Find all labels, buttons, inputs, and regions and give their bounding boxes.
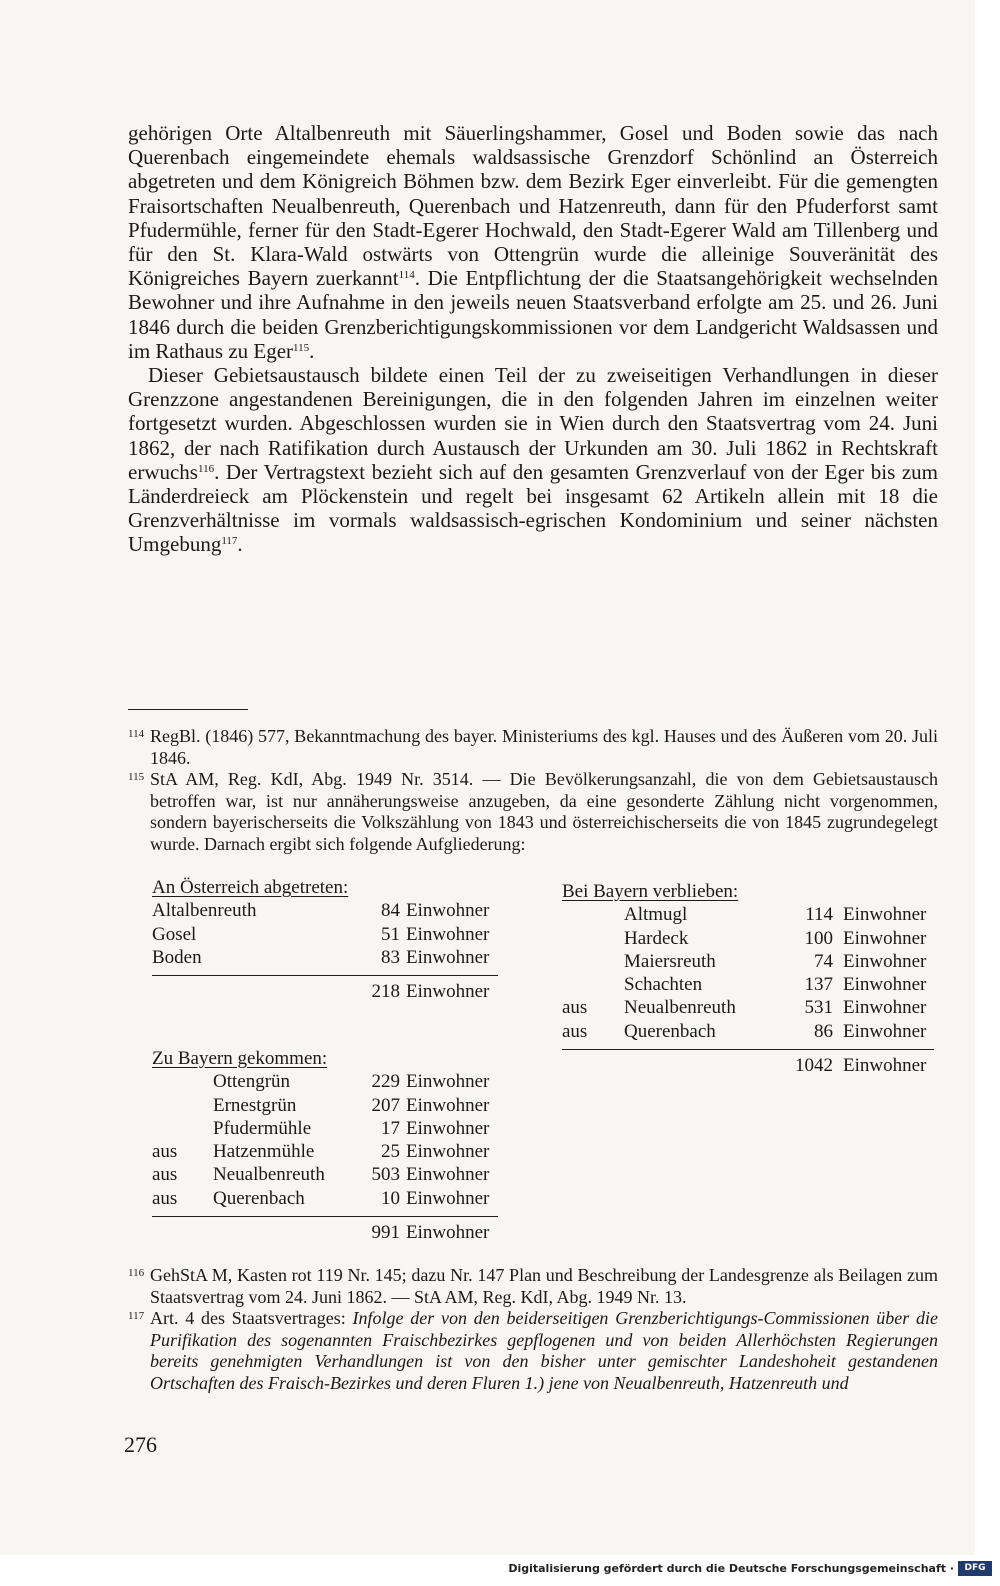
total-row bbox=[152, 1221, 502, 1244]
sum-rule bbox=[562, 1049, 934, 1050]
population-value: 10 bbox=[381, 1187, 400, 1209]
population-value: 84 bbox=[381, 900, 400, 922]
footnote-116 bbox=[128, 1265, 938, 1308]
place-name: Querenbach bbox=[624, 1020, 716, 1042]
table-bayern-gekommen bbox=[152, 1047, 502, 1244]
population-value: 114 bbox=[805, 904, 833, 926]
row-prefix: aus bbox=[152, 1187, 178, 1209]
paragraph-1 bbox=[128, 121, 938, 363]
unit-label: Einwohner bbox=[406, 1222, 490, 1244]
footnote-ref-114[interactable]: 114 bbox=[398, 269, 415, 282]
footnote-ref-115[interactable]: 115 bbox=[293, 341, 310, 354]
paragraph-2 bbox=[128, 363, 938, 557]
dfg-logo: DFG bbox=[958, 1561, 992, 1576]
table-row bbox=[152, 1117, 502, 1140]
population-value: 51 bbox=[381, 923, 400, 945]
unit-label: Einwohner bbox=[406, 1071, 490, 1093]
paragraph-text: . bbox=[237, 532, 243, 557]
table-row bbox=[152, 946, 502, 969]
unit-label: Einwohner bbox=[406, 923, 490, 945]
population-value: 137 bbox=[804, 974, 833, 996]
footnote-number: 117 bbox=[128, 1310, 145, 1322]
unit-label: Einwohner bbox=[406, 1117, 490, 1139]
paragraph-text: . bbox=[309, 338, 315, 363]
place-name: Pfudermühle bbox=[213, 1117, 312, 1139]
unit-label: Einwohner bbox=[406, 900, 490, 922]
footnote-quote: Infolge der von den beiderseitigen Grenzberichtigungs-Commissionen über die Purifikation des sogenannten Fraischbezirkes gepflogenen und von beiden Allerhöchsten Regierungen bereits genehmigten Verhandlungen ist von den bisher unter gemischter Landeshoheit gestandenen Ortschaften des Fraisch-Bezirkes und deren Fluren 1.) jene von Neualbenreuth, Hatzenreuth und bbox=[150, 1308, 939, 1393]
place-name: Boden bbox=[152, 946, 202, 968]
sum-rule bbox=[152, 1216, 498, 1217]
total-row bbox=[562, 1054, 938, 1077]
place-name: Altmugl bbox=[624, 904, 688, 926]
place-name: Gosel bbox=[152, 923, 197, 945]
total-value: 991 bbox=[371, 1222, 400, 1244]
footnote-lead: Art. 4 des Staatsvertrages: bbox=[150, 1308, 353, 1328]
place-name: Altalbenreuth bbox=[152, 900, 257, 922]
place-name: Ernestgrün bbox=[213, 1094, 297, 1116]
sum-rule bbox=[152, 975, 498, 976]
total-value: 218 bbox=[371, 981, 400, 1003]
table-row bbox=[152, 1140, 502, 1163]
footnote-text: RegBl. (1846) 577, Bekanntmachung des bayer. Ministeriums des kgl. Hauses und des Äußeren vom 20. Juli 1846. bbox=[150, 726, 938, 768]
population-value: 503 bbox=[371, 1164, 400, 1186]
table-row bbox=[152, 899, 502, 922]
population-value: 229 bbox=[371, 1071, 400, 1093]
footnote-number: 115 bbox=[128, 771, 145, 783]
footnote-number: 114 bbox=[128, 728, 145, 740]
table-row bbox=[562, 950, 938, 973]
unit-label: Einwohner bbox=[406, 1094, 490, 1116]
unit-label: Einwohner bbox=[843, 1055, 927, 1077]
row-prefix: aus bbox=[562, 997, 588, 1019]
population-value: 74 bbox=[814, 950, 833, 972]
table-oesterreich bbox=[152, 876, 502, 1003]
footnote-number: 116 bbox=[128, 1267, 145, 1279]
population-value: 207 bbox=[371, 1094, 400, 1116]
place-name: Hardeck bbox=[624, 927, 689, 949]
place-name: Maiersreuth bbox=[624, 950, 716, 972]
paragraph-text: . Der Vertragstext bezieht sich auf den gesamten Grenzverlauf von der Eger bis zum Länderdreieck am Plöckenstein und regelt bei insgesamt 62 Artikeln allein mit 18 die Grenzverhältnisse im vormals waldsassisch-egrischen Kondominium und seiner nächsten Umgebung bbox=[128, 459, 938, 557]
table-heading: An Österreich abgetreten: bbox=[152, 877, 349, 898]
table-row bbox=[152, 1163, 502, 1186]
footnote-text: GehStA M, Kasten rot 119 Nr. 145; dazu Nr. 147 Plan und Beschreibung der Landesgrenze als Beilagen zum Staatsvertrag vom 24. Juni 1862. — StA AM, Reg. KdI, Abg. 1949 Nr. 13. bbox=[150, 1265, 938, 1307]
population-value: 100 bbox=[804, 927, 833, 949]
footnote-text: StA AM, Reg. KdI, Abg. 1949 Nr. 3514. — Die Bevölkerungsanzahl, die von dem Gebietsaustausch betroffen war, ist nur annäherungsweise anzugeben, da eine gesonderte Zählung nicht vorgenommen, sondern bayerischerseits die Volkszählung von 1843 und österreichischerseits die von 1845 zugrundegelegt wurde. Darnach ergibt sich folgende Aufgliederung: bbox=[150, 769, 938, 854]
table-row bbox=[152, 923, 502, 946]
table-heading: Bei Bayern verblieben: bbox=[562, 881, 739, 902]
footnotes-bottom bbox=[128, 1265, 938, 1394]
unit-label: Einwohner bbox=[843, 950, 927, 972]
sponsor-credit: Digitalisierung gefördert durch die Deutsche Forschungsgemeinschaft · bbox=[508, 1562, 954, 1575]
table-row bbox=[152, 1094, 502, 1117]
place-name: Schachten bbox=[624, 974, 703, 996]
paragraph-text: . Die Entpflichtung der die Staatsangehörigkeit wechselnden Bewohner und ihre Aufnahme in den jeweils neuen Staatsverband erfolgte am 25. und 26. Juni 1846 durch die beiden Grenzberichtigungskommissionen vor dem Landgericht Waldsassen und im Rathaus zu Eger bbox=[128, 266, 938, 363]
unit-label: Einwohner bbox=[406, 981, 490, 1003]
unit-label: Einwohner bbox=[843, 927, 927, 949]
population-value: 83 bbox=[381, 946, 400, 968]
place-name: Hatzenmühle bbox=[213, 1141, 315, 1163]
paragraph-text: gehörigen Orte Altalbenreuth mit Säuerlingshammer, Gosel und Boden sowie das nach Querenbach eingemeindete ehemals waldsassische Grenzdorf Schönlind an Österreich abgetreten und dem Königreich Böhmen bzw. dem Bezirk Eger einverleibt. Für die gemengten Fraisortschaften Neualbenreuth, Querenbach und Hatzenreuth, dann für den Pfuderforst samt Pfudermühle, ferner für den Stadt-Egerer Hochwald, den Stadt-Egerer Wald am Tillenberg und für den St. Klara-Wald ostwärts von Ottengrün wurde die alleinige Souveränität des Königreiches Bayern zuerkannt bbox=[128, 121, 938, 291]
unit-label: Einwohner bbox=[843, 997, 927, 1019]
place-name: Querenbach bbox=[213, 1187, 305, 1209]
place-name: Ottengrün bbox=[213, 1071, 291, 1093]
footnote-115 bbox=[128, 769, 938, 855]
table-row bbox=[562, 903, 938, 926]
footnotes-top bbox=[128, 726, 938, 855]
table-row bbox=[562, 927, 938, 950]
table-bayern-verblieben bbox=[562, 880, 938, 1077]
row-prefix: aus bbox=[152, 1141, 178, 1163]
paragraph-text: Dieser Gebietsaustausch bildete einen Teil der zu zweiseitigen Verhandlungen in dieser Grenzzone angestandenen Bereinigungen, die in den folgenden Jahren im einzelnen weiter fortgesetzt wurden. Abgeschlossen wurden sie in Wien durch den Staatsvertrag vom 24. Juni 1862, der nach Ratifikation durch Austausch der Urkunden am 30. Juli 1862 in Rechtskraft erwuchs bbox=[128, 363, 938, 484]
place-name: Neualbenreuth bbox=[624, 997, 736, 1019]
table-row bbox=[562, 996, 938, 1019]
population-value: 531 bbox=[804, 997, 833, 1019]
total-value: 1042 bbox=[795, 1055, 833, 1077]
unit-label: Einwohner bbox=[406, 946, 490, 968]
place-name: Neualbenreuth bbox=[213, 1164, 325, 1186]
table-row bbox=[152, 1187, 502, 1210]
footnote-text bbox=[150, 1308, 938, 1394]
table-row bbox=[152, 1070, 502, 1093]
row-prefix: aus bbox=[152, 1164, 178, 1186]
unit-label: Einwohner bbox=[843, 1020, 927, 1042]
unit-label: Einwohner bbox=[406, 1164, 490, 1186]
table-row bbox=[562, 1020, 938, 1043]
table-row bbox=[562, 973, 938, 996]
unit-label: Einwohner bbox=[406, 1141, 490, 1163]
population-value: 17 bbox=[381, 1117, 400, 1139]
unit-label: Einwohner bbox=[406, 1187, 490, 1209]
unit-label: Einwohner bbox=[843, 974, 927, 996]
footnote-114 bbox=[128, 726, 938, 769]
page-number: 276 bbox=[124, 1432, 157, 1457]
row-prefix: aus bbox=[562, 1020, 588, 1042]
population-value: 25 bbox=[381, 1141, 400, 1163]
unit-label: Einwohner bbox=[843, 904, 927, 926]
table-heading: Zu Bayern gekommen: bbox=[152, 1048, 328, 1069]
footnote-ref-116[interactable]: 116 bbox=[197, 462, 215, 475]
footnote-117 bbox=[128, 1308, 938, 1394]
main-text bbox=[128, 121, 938, 557]
footnote-ref-117[interactable]: 117 bbox=[221, 535, 238, 548]
footnote-separator bbox=[128, 709, 248, 710]
total-row bbox=[152, 980, 502, 1003]
population-value: 86 bbox=[814, 1020, 833, 1042]
